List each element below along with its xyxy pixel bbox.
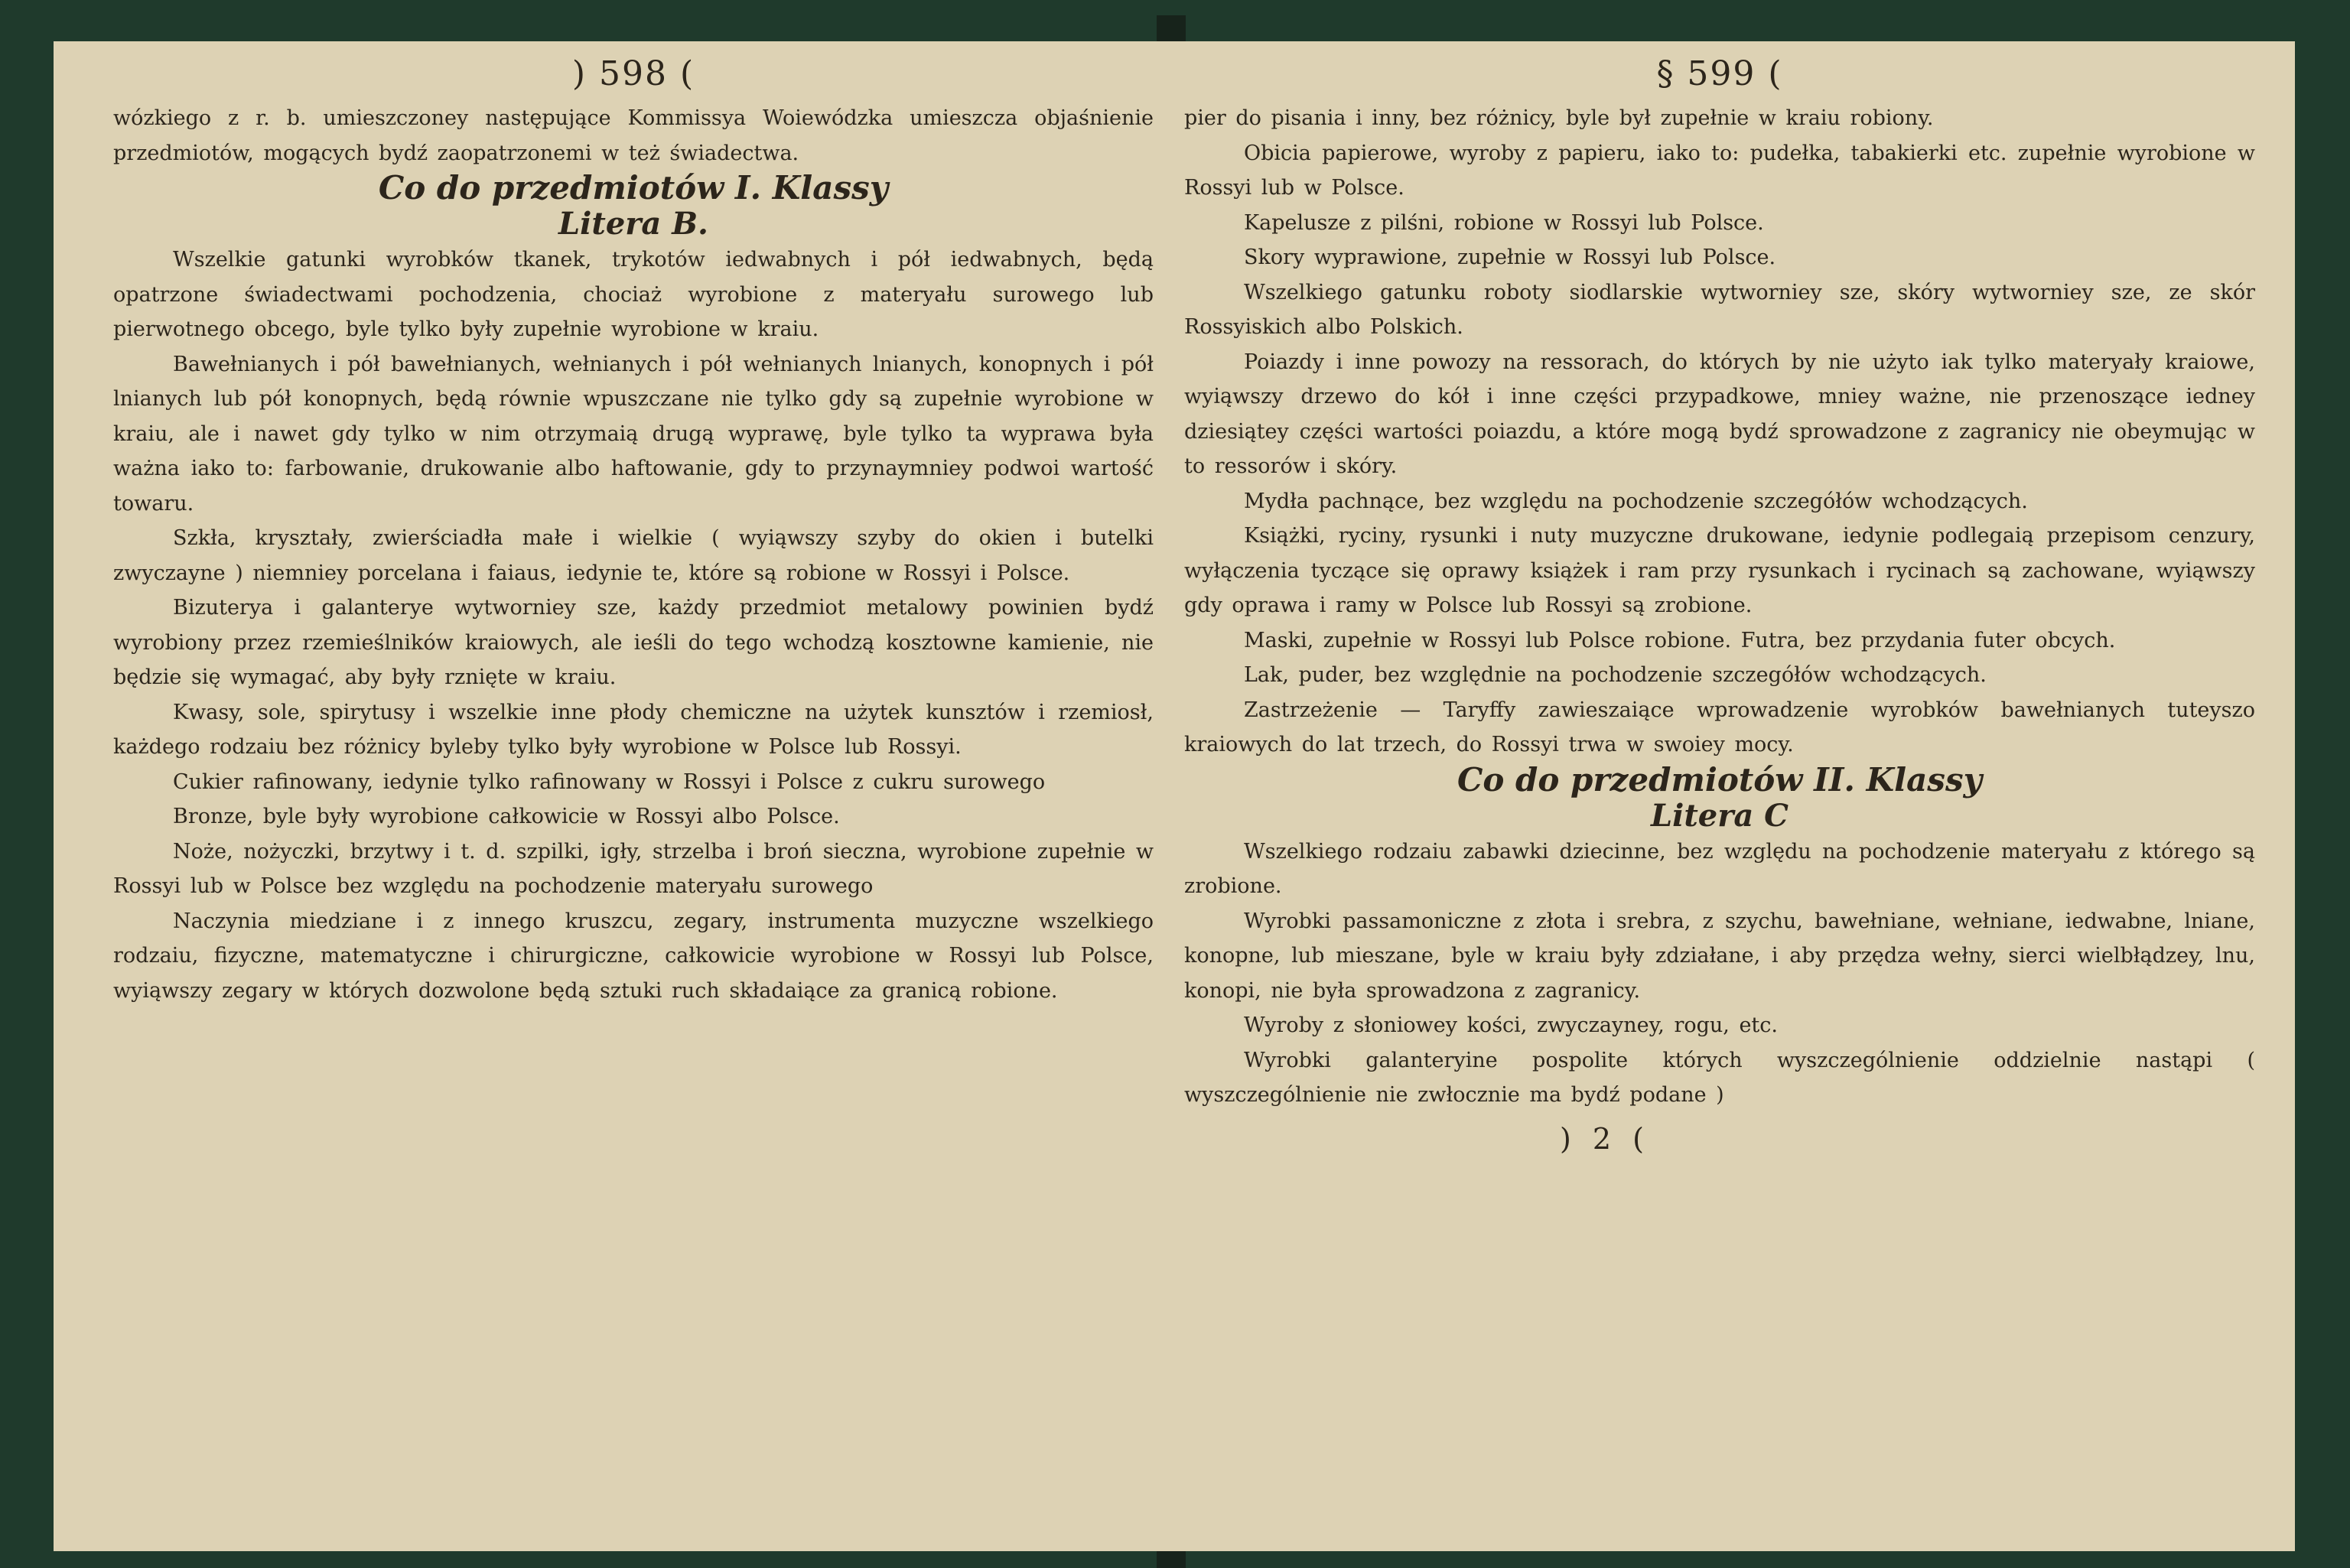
text-paragraph: pier do pisania i inny, bez różnicy, byle był zupełnie w kraiu robiony.: [1184, 106, 1934, 130]
right-page-number: § 599 (: [1656, 54, 1783, 93]
text-paragraph: Mydła pachnące, bez względu na pochodzenie szczegółów wchodzących.: [1244, 489, 2028, 513]
section-heading: Co do przedmiotów I. Klassy: [378, 169, 889, 207]
text-paragraph: Wszelkiego gatunku roboty siodlarskie wytworniey sze, skóry wytworniey sze, ze skór Rossyiskich albo Polskich.: [1184, 280, 2255, 339]
right-page-body: [1184, 101, 2255, 1162]
text-paragraph: Kapelusze z pilśni, robione w Rossyi lub Polsce.: [1244, 210, 1764, 235]
text-paragraph: Szkła, kryształy, zwierściadła małe i wielkie ( wyiąwszy szyby do okien i butelki zwyczayne ) niemniey porcelana i faiaus, iedynie te, które są robione w Rossyi i Polsce.: [113, 526, 1154, 585]
text-paragraph: Skory wyprawione, zupełnie w Rossyi lub Polsce.: [1244, 246, 1776, 269]
text-paragraph: Zastrzeżenie — Taryffy zawieszaiące wprowadzenie wyrobków bawełnianych tuteyszo kraiowych do lat trzech, do Rossyi trwa w swoiey mocy.: [1184, 698, 2255, 756]
right-page: [1154, 41, 2295, 1551]
section-subheading: Litera B.: [558, 206, 708, 242]
text-paragraph: Bronze, byle były wyrobione całkowicie w Rossyi albo Polsce.: [173, 805, 840, 828]
text-paragraph: Wyrobki galanteryine pospolite których wyszczególnienie oddzielnie nastąpi ( wyszczególnienie nie zwłocznie ma bydź podane ): [1184, 1048, 2255, 1107]
text-paragraph: Kwasy, sole, spirytusy i wszelkie inne płody chemiczne na użytek kunsztów i rzemiosł, każdego rodzaiu bez różnicy byleby tylko były wyrobione w Polsce lub Rossyi.: [113, 700, 1154, 759]
left-page-body: [113, 101, 1154, 1008]
left-page-number: ) 598 (: [571, 54, 695, 93]
text-paragraph: Książki, ryciny, rysunki i nuty muzyczne drukowane, iedynie podlegaią przepisom cenzury, wyłączenia tyczące się oprawy książek i ram przy rysunkach i rycinach są zachowane, wyiąwszy gdy oprawa i ramy w Polsce lub Rossyi są zrobione.: [1184, 524, 2255, 617]
text-paragraph: Cukier rafinowany, iedynie tylko rafinowany w Rossyi i Polsce z cukru surowego: [173, 769, 1046, 794]
text-paragraph: Naczynia miedziane i z innego kruszcu, zegary, instrumenta muzyczne wszelkiego rodzaiu, fizyczne, matematyczne i chirurgiczne, całkowicie wyrobione w Rossyi lub Polsce, wyiąwszy zegary w których dozwolone będą sztuki ruch składaiące za granicą robione.: [113, 909, 1154, 1003]
text-paragraph: Noże, nożyczki, brzytwy i t. d. szpilki, igły, strzelba i broń sieczna, wyrobione zupełnie w Rossyi lub w Polsce bez względu na pochodzenie materyału surowego: [113, 839, 1154, 898]
text-paragraph: Poiazdy i inne powozy na ressorach, do których by nie użyto iak tylko materyały kraiowe, wyiąwszy drzewo do kół i inne części przypadkowe, mniey ważne, nie przenoszące iedney dziesiątey części wartości poiazdu, a które mogą bydź sprowadzone z zagranicy nie obeymując w to ressorów i skóry.: [1184, 350, 2255, 478]
left-page: [54, 41, 1170, 1551]
text-paragraph: Maski, zupełnie w Rossyi lub Polsce robione. Futra, bez przydania futer obcych.: [1244, 628, 2116, 652]
text-paragraph: Obicia papierowe, wyroby z papieru, iako to: pudełka, tabakierki etc. zupełnie wyrobione w Rossyi lub w Polsce.: [1184, 141, 2255, 200]
signature-mark: ) 2 (: [1560, 1121, 1650, 1156]
text-paragraph: wózkiego z r. b. umieszczoney następujące Kommissya Woiewódzka umieszcza objaśnienie przedmiotów, mogących bydź zaopatrzonemi w też świadectwa.: [113, 106, 1154, 165]
section-subheading: Litera C: [1651, 797, 1789, 834]
text-paragraph: Wyroby z słoniowey kości, zwyczayney, rogu, etc.: [1244, 1013, 1778, 1037]
text-paragraph: Wszelkiego rodzaiu zabawki dziecinne, bez względu na pochodzenie materyału z którego są zrobione.: [1184, 839, 2255, 898]
text-paragraph: Wszelkie gatunki wyrobków tkanek, trykotów iedwabnych i pół iedwabnych, będą opatrzone świadectwami pochodzenia, chociaż wyrobione z materyału surowego lub pierwotnego obcego, byle tylko były zupełnie wyrobione w kraiu.: [113, 248, 1154, 341]
text-paragraph: Lak, puder, bez względnie na pochodzenie szczegółów wchodzących.: [1244, 663, 1987, 687]
section-heading: Co do przedmiotów II. Klassy: [1457, 760, 1982, 799]
text-paragraph: Bizuterya i galanterye wytworniey sze, każdy przedmiot metalowy powinien bydź wyrobiony przez rzemieślników kraiowych, ale ieśli do tego wchodzą kosztowne kamienie, nie będzie się wymagać, aby były rznięte w kraiu.: [113, 596, 1154, 689]
text-paragraph: Bawełnianych i pół bawełnianych, wełnianych i pół wełnianych lnianych, konopnych i pół lnianych lub pół konopnych, będą równie wpuszczane nie tylko gdy są zupełnie wyrobione w kraiu, ale i nawet gdy tylko w nim otrzymaią drugą wyprawę, byle tylko ta wyprawa była ważna iako to: farbowanie, drukowanie albo haftowanie, gdy to przynaymniey podwoi wartość towaru.: [113, 352, 1154, 516]
text-paragraph: Wyrobki passamoniczne z złota i srebra, z szychu, bawełniane, wełniane, iedwabne, lniane, konopne, lub mieszane, byle w kraiu były zdziałane, i aby przędza wełny, sierci wielbłądzey, lnu, konopi, nie była sprowadzona z zagranicy.: [1184, 909, 2255, 1003]
